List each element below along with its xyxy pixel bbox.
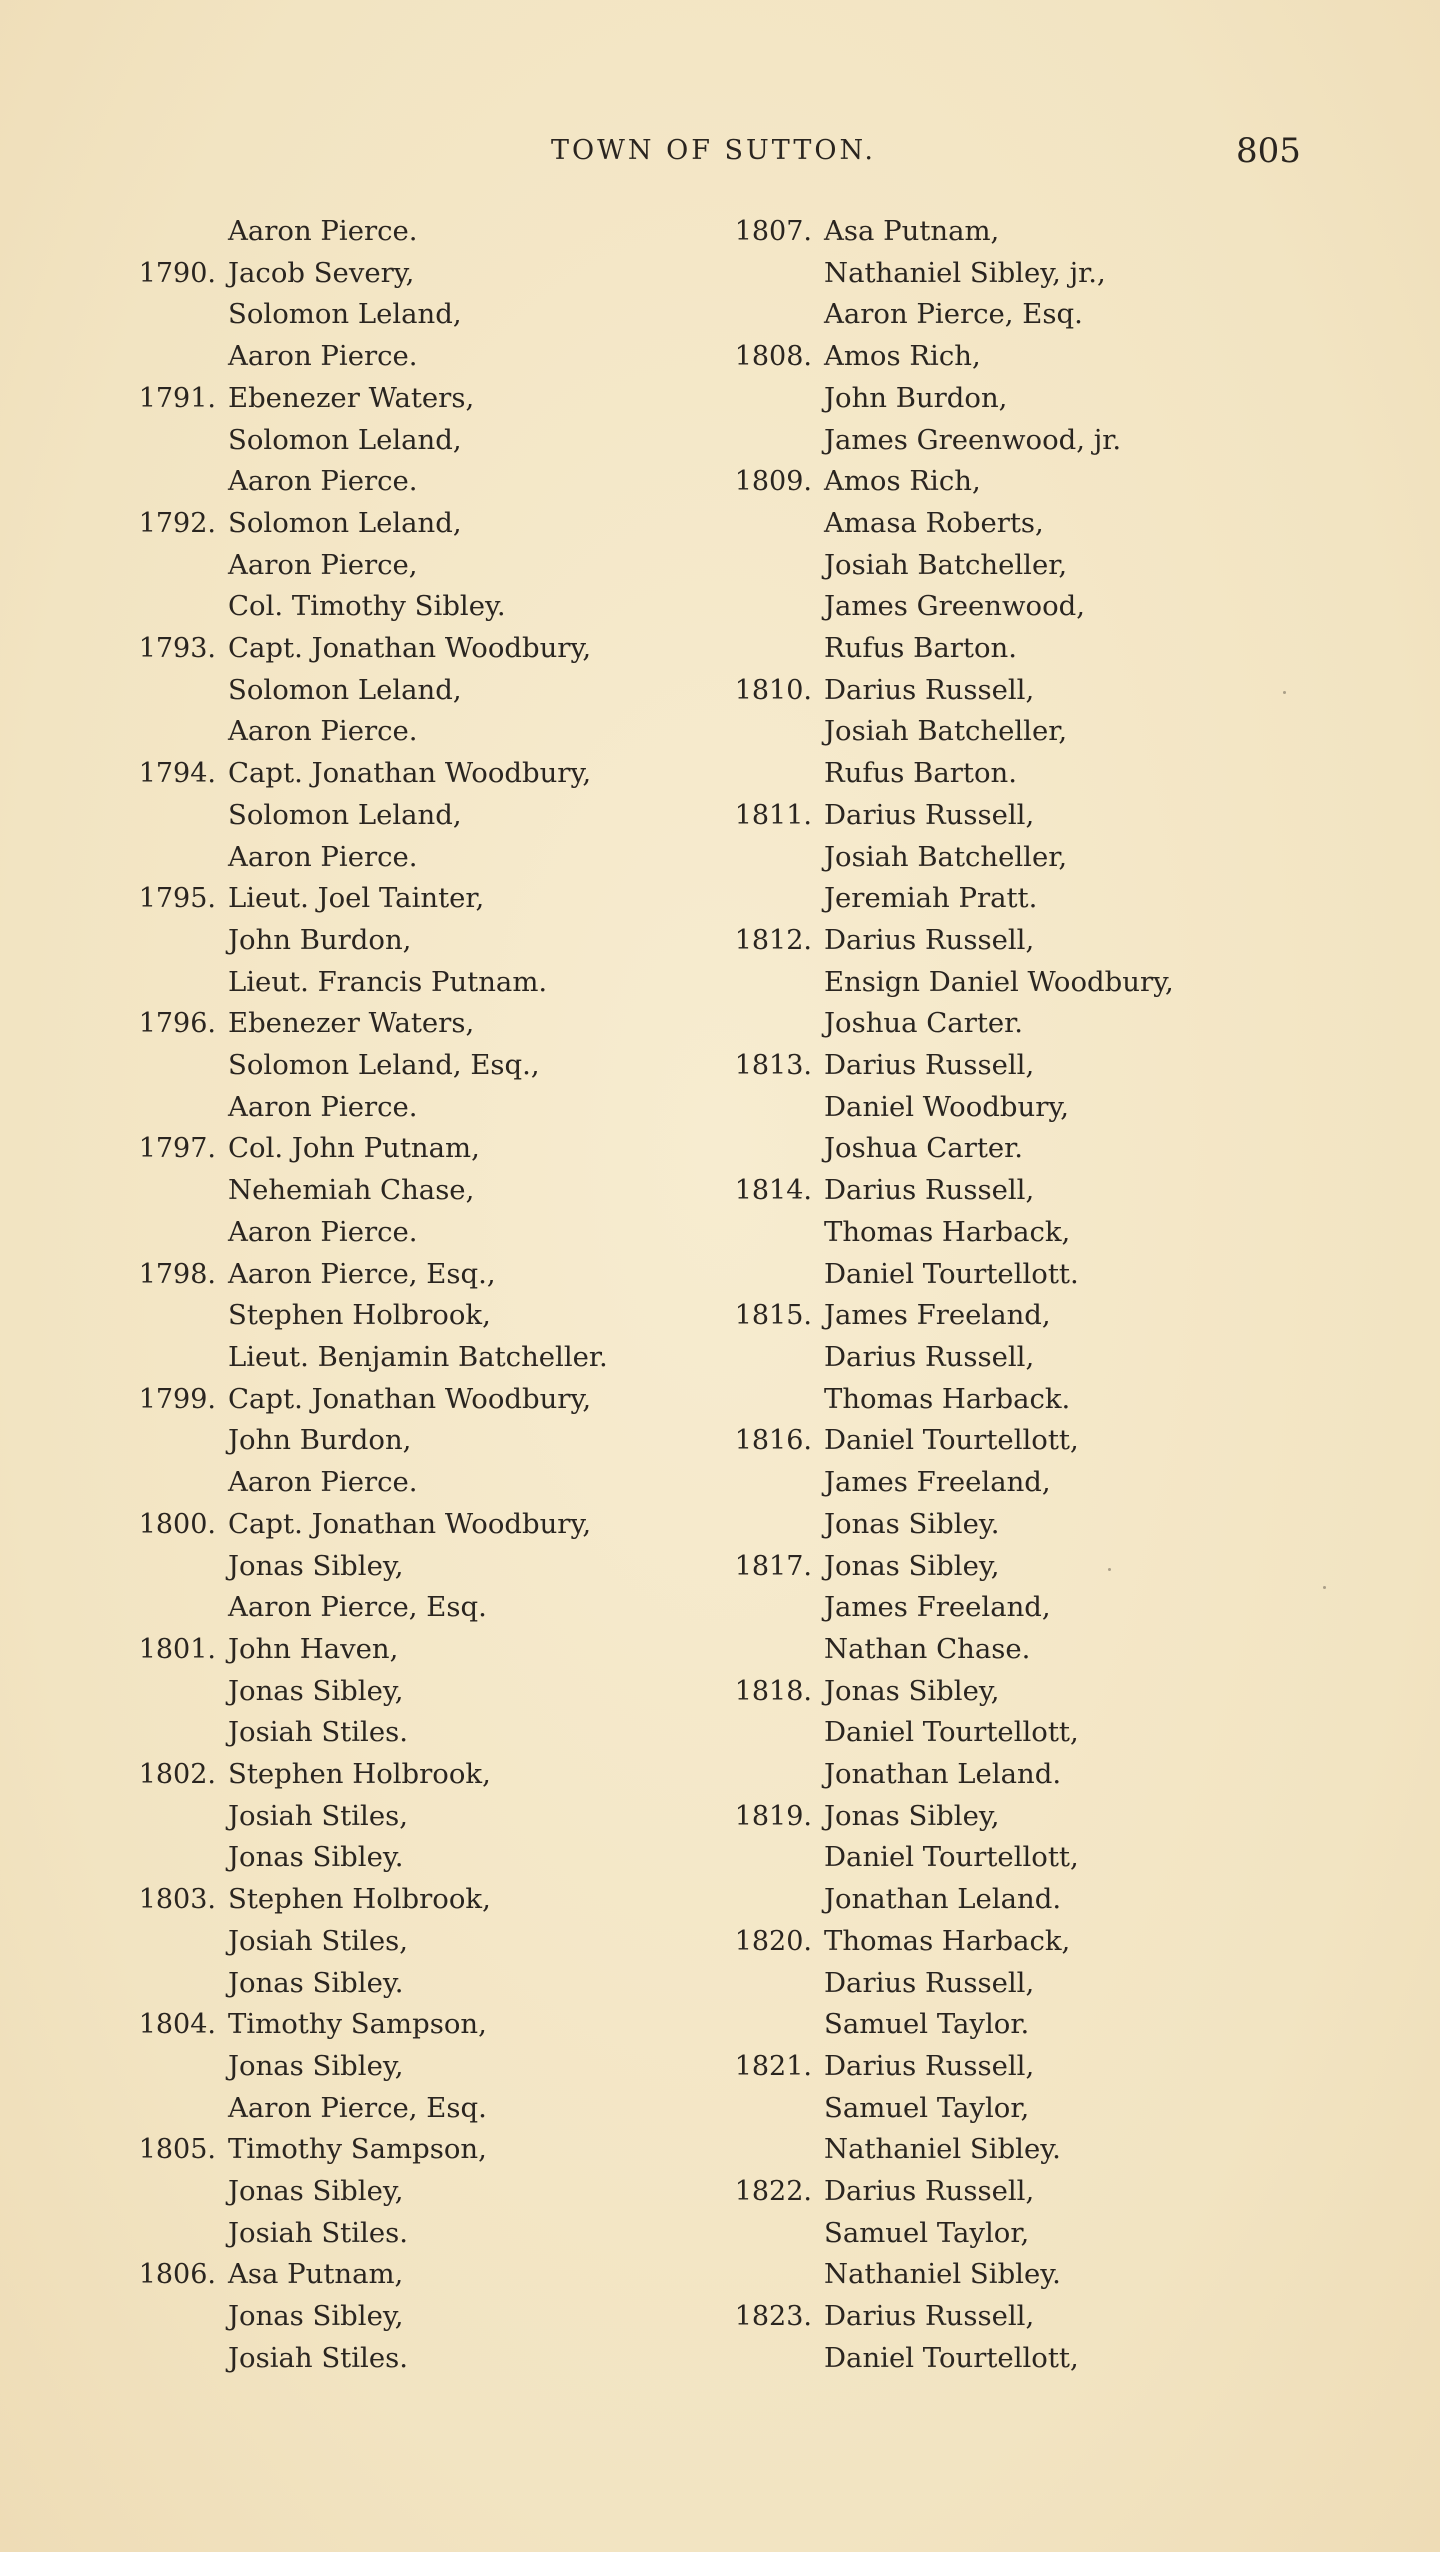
person-name: Darius Russell, <box>824 798 1035 831</box>
council-year-entry <box>700 1170 1300 1295</box>
year-label: 1822. <box>734 2176 812 2208</box>
person-name: Aaron Pierce, Esq. <box>228 1591 487 1624</box>
names-list <box>228 2129 487 2254</box>
person-name: Solomon Leland, <box>228 798 462 831</box>
person-name: Josiah Stiles, <box>228 1924 408 1957</box>
person-name: Josiah Batcheller, <box>824 548 1068 581</box>
council-year-entry <box>104 1379 704 1504</box>
person-name: Col. John Putnam, <box>228 1132 480 1165</box>
names-list <box>824 461 1085 670</box>
person-name: Jonas Sibley, <box>824 1674 1000 1707</box>
person-name: Jacob Severy, <box>228 256 415 289</box>
person-name: Aaron Pierce, Esq., <box>228 1257 496 1290</box>
names-list <box>228 878 547 1003</box>
council-year-entry <box>104 1254 704 1379</box>
council-year-entry <box>700 2046 1300 2171</box>
person-name: Aaron Pierce. <box>228 215 418 247</box>
council-year-entry <box>700 1796 1300 1921</box>
person-name: Samuel Taylor. <box>824 2008 1030 2041</box>
person-name: Darius Russell, <box>824 1966 1035 1999</box>
person-name: Daniel Woodbury, <box>824 1090 1069 1123</box>
council-year-entry <box>700 920 1300 1045</box>
person-name: Thomas Harback, <box>824 1924 1071 1957</box>
person-name: Joshua Carter. <box>824 1007 1024 1040</box>
council-year-entry <box>104 253 704 378</box>
council-year-entry <box>104 1003 704 1128</box>
names-list <box>228 1504 591 1629</box>
names-list <box>824 2046 1061 2171</box>
year-label: 1800. <box>138 1508 216 1540</box>
person-name: Jonas Sibley. <box>824 1507 1000 1540</box>
paper-speck <box>1108 1568 1111 1571</box>
names-list <box>824 1045 1069 1170</box>
person-name: James Greenwood, jr. <box>824 423 1122 456</box>
names-list <box>824 1671 1079 1796</box>
names-list <box>228 503 506 628</box>
person-name: Darius Russell, <box>824 923 1035 956</box>
person-name: Solomon Leland, <box>228 298 462 331</box>
person-name: Solomon Leland, Esq., <box>228 1049 540 1082</box>
person-name: Lieut. Benjamin Batcheller. <box>228 1340 608 1373</box>
names-list <box>824 920 1174 1045</box>
council-year-entry <box>104 2254 704 2379</box>
person-name: Aaron Pierce. <box>228 1215 418 1248</box>
person-name: Solomon Leland, <box>228 423 462 456</box>
council-year-entry <box>104 2004 704 2129</box>
person-name: Josiah Stiles. <box>228 2341 408 2374</box>
person-name: Josiah Batcheller, <box>824 715 1068 748</box>
person-name: Timothy Sampson, <box>228 2008 487 2041</box>
year-label: 1791. <box>138 382 216 414</box>
person-name: Jonathan Leland. <box>824 1883 1062 1916</box>
names-list <box>824 1796 1079 1921</box>
council-year-entry <box>104 1504 704 1629</box>
council-year-entry <box>700 2296 1300 2379</box>
person-name: Jonas Sibley, <box>228 2175 404 2208</box>
names-list <box>824 211 1106 336</box>
names-list <box>824 795 1067 920</box>
year-label: 1807. <box>734 216 812 247</box>
person-name: Ebenezer Waters, <box>228 1007 475 1040</box>
year-label: 1799. <box>138 1383 216 1415</box>
person-name: Jeremiah Pratt. <box>824 882 1038 915</box>
person-name: Darius Russell, <box>824 2175 1035 2208</box>
names-list <box>228 211 418 253</box>
person-name: John Burdon, <box>228 1424 412 1457</box>
year-label: 1793. <box>138 633 216 665</box>
person-name: Daniel Tourtellott, <box>824 1424 1079 1457</box>
names-list <box>824 1295 1070 1420</box>
year-label: 1819. <box>734 1800 812 1832</box>
names-list <box>228 378 474 503</box>
council-year-entry <box>104 378 704 503</box>
council-year-entry <box>700 1045 1300 1170</box>
paper-speck <box>1323 1586 1326 1589</box>
council-year-entry <box>700 1420 1300 1545</box>
page-header <box>0 126 1440 176</box>
person-name: Aaron Pierce, Esq. <box>228 2091 487 2124</box>
names-list <box>824 1170 1079 1295</box>
names-list <box>228 1629 408 1754</box>
person-name: James Greenwood, <box>824 590 1085 623</box>
person-name: Jonas Sibley, <box>228 1674 404 1707</box>
year-label: 1805. <box>138 2134 216 2166</box>
names-list <box>228 1003 540 1128</box>
person-name: John Burdon, <box>228 923 412 956</box>
person-name: Rufus Barton. <box>824 632 1017 665</box>
person-name: John Burdon, <box>824 381 1008 414</box>
names-list <box>228 1754 491 1879</box>
year-label: 1806. <box>138 2259 216 2291</box>
person-name: Aaron Pierce. <box>228 840 418 873</box>
council-year-entry <box>700 1671 1300 1796</box>
names-list <box>228 2254 408 2379</box>
person-name: Jonas Sibley, <box>228 1549 404 1582</box>
year-label: 1804. <box>138 2009 216 2041</box>
running-title: TOWN OF SUTTON. <box>551 135 876 166</box>
council-year-entry <box>104 503 704 628</box>
person-name: Daniel Tourtellott. <box>824 1257 1079 1290</box>
person-name: Jonas Sibley, <box>228 2049 404 2082</box>
person-name: James Freeland, <box>824 1591 1051 1624</box>
person-name: Solomon Leland, <box>228 673 462 706</box>
person-name: Nathaniel Sibley. <box>824 2258 1061 2291</box>
council-year-entry <box>104 878 704 1003</box>
year-label: 1795. <box>138 883 216 915</box>
person-name: Thomas Harback, <box>824 1215 1071 1248</box>
year-label: 1803. <box>138 1884 216 1916</box>
year-label: 1818. <box>734 1675 812 1707</box>
person-name: Capt. Jonathan Woodbury, <box>228 757 592 790</box>
person-name: Ebenezer Waters, <box>228 381 475 414</box>
council-year-entry <box>104 1128 704 1253</box>
person-name: Stephen Holbrook, <box>228 1883 491 1916</box>
names-list <box>228 1254 608 1379</box>
person-name: Darius Russell, <box>824 1174 1035 1207</box>
person-name: Aaron Pierce, Esq. <box>824 298 1083 331</box>
person-name: Darius Russell, <box>824 1049 1035 1082</box>
year-label: 1796. <box>138 1008 216 1040</box>
page-number: 805 <box>1236 131 1301 171</box>
person-name: Aaron Pierce. <box>228 1466 418 1499</box>
year-label: 1813. <box>734 1050 812 1082</box>
year-label: 1821. <box>734 2050 812 2082</box>
person-name: Aaron Pierce, <box>228 548 418 581</box>
year-label: 1790. <box>138 257 216 289</box>
council-year-entry <box>104 628 704 753</box>
year-label: 1810. <box>734 674 812 706</box>
person-name: Capt. Jonathan Woodbury, <box>228 1507 592 1540</box>
year-label: 1798. <box>138 1258 216 1290</box>
paper-speck <box>1283 691 1286 694</box>
person-name: Darius Russell, <box>824 2300 1035 2333</box>
year-label: 1815. <box>734 1300 812 1332</box>
names-list <box>228 1379 591 1504</box>
person-name: James Freeland, <box>824 1299 1051 1332</box>
year-label: 1797. <box>138 1133 216 1165</box>
council-year-entry <box>700 1546 1300 1671</box>
names-list <box>228 253 462 378</box>
person-name: Josiah Stiles. <box>228 2216 408 2249</box>
person-name: Jonas Sibley. <box>228 1966 404 1999</box>
person-name: Aaron Pierce. <box>228 1090 418 1123</box>
person-name: Rufus Barton. <box>824 757 1017 790</box>
person-name: Amos Rich, <box>824 340 981 373</box>
names-list <box>824 336 1121 461</box>
person-name: James Freeland, <box>824 1466 1051 1499</box>
person-name: Jonas Sibley, <box>228 2300 404 2333</box>
names-list <box>824 2296 1079 2379</box>
person-name: Jonas Sibley, <box>824 1549 1000 1582</box>
person-name: Amos Rich, <box>824 465 981 498</box>
person-name: Josiah Stiles, <box>228 1799 408 1832</box>
person-name: Aaron Pierce. <box>228 465 418 498</box>
person-name: Samuel Taylor, <box>824 2091 1030 2124</box>
council-year-entry <box>700 211 1300 336</box>
names-list <box>824 1420 1079 1545</box>
names-list <box>228 1879 491 2004</box>
names-list <box>824 1546 1051 1671</box>
person-name: Aaron Pierce. <box>228 715 418 748</box>
names-list <box>228 753 591 878</box>
person-name: Darius Russell, <box>824 2049 1035 2082</box>
names-list <box>824 2171 1061 2296</box>
council-year-entry <box>104 753 704 878</box>
person-name: Samuel Taylor, <box>824 2216 1030 2249</box>
names-list <box>824 670 1067 795</box>
year-label: 1817. <box>734 1550 812 1582</box>
year-label: 1823. <box>734 2301 812 2333</box>
person-name: Capt. Jonathan Woodbury, <box>228 1382 592 1415</box>
person-name: Col. Timothy Sibley. <box>228 590 506 623</box>
person-name: Amasa Roberts, <box>824 506 1044 539</box>
person-name: Daniel Tourtellott, <box>824 2341 1079 2374</box>
person-name: Asa Putnam, <box>228 2258 404 2291</box>
person-name: Nathan Chase. <box>824 1632 1031 1665</box>
person-name: Ensign Daniel Woodbury, <box>824 965 1174 998</box>
person-name: Nathaniel Sibley. <box>824 2133 1061 2166</box>
person-name: Capt. Jonathan Woodbury, <box>228 632 592 665</box>
person-name: Stephen Holbrook, <box>228 1299 491 1332</box>
year-label: 1820. <box>734 1925 812 1957</box>
names-list <box>228 2004 487 2129</box>
person-name: Timothy Sampson, <box>228 2133 487 2166</box>
council-year-entry <box>700 670 1300 795</box>
year-label: 1794. <box>138 758 216 790</box>
year-label: 1816. <box>734 1425 812 1457</box>
council-year-entry <box>700 336 1300 461</box>
council-year-entry <box>700 1295 1300 1420</box>
council-year-entry <box>104 2129 704 2254</box>
year-label: 1802. <box>138 1759 216 1791</box>
person-name: Josiah Stiles. <box>228 1716 408 1749</box>
person-name: Nathaniel Sibley, jr., <box>824 256 1106 289</box>
person-name: Lieut. Francis Putnam. <box>228 965 548 998</box>
person-name: Daniel Tourtellott, <box>824 1841 1079 1874</box>
person-name: Stephen Holbrook, <box>228 1758 491 1791</box>
year-label: 1792. <box>138 507 216 539</box>
person-name: Nehemiah Chase, <box>228 1174 475 1207</box>
person-name: Daniel Tourtellott, <box>824 1716 1079 1749</box>
person-name: Jonas Sibley, <box>824 1799 1000 1832</box>
person-name: Lieut. Joel Tainter, <box>228 882 485 915</box>
year-label: 1801. <box>138 1633 216 1665</box>
person-name: John Haven, <box>228 1632 399 1665</box>
council-year-entry <box>700 2171 1300 2296</box>
council-year-entry <box>104 1879 704 2004</box>
year-label: 1811. <box>734 799 812 831</box>
person-name: Jonathan Leland. <box>824 1758 1062 1791</box>
council-year-entry <box>700 461 1300 670</box>
year-label: 1814. <box>734 1175 812 1207</box>
council-year-entry <box>700 1921 1300 2046</box>
names-list <box>228 628 591 753</box>
council-year-entry <box>104 1754 704 1879</box>
council-year-entry <box>104 1629 704 1754</box>
names-list <box>824 1921 1070 2046</box>
year-label: 1809. <box>734 466 812 498</box>
names-list <box>228 1128 480 1253</box>
person-name: Joshua Carter. <box>824 1132 1024 1165</box>
person-name: Thomas Harback. <box>824 1382 1071 1415</box>
person-name: Josiah Batcheller, <box>824 840 1068 873</box>
right-column <box>700 211 1300 2380</box>
person-name: Solomon Leland, <box>228 506 462 539</box>
person-name: Asa Putnam, <box>824 215 1000 247</box>
year-label: 1808. <box>734 341 812 373</box>
person-name: Jonas Sibley. <box>228 1841 404 1874</box>
person-name: Aaron Pierce. <box>228 340 418 373</box>
council-year-entry <box>104 211 704 253</box>
council-year-entry <box>700 795 1300 920</box>
person-name: Darius Russell, <box>824 1340 1035 1373</box>
person-name: Darius Russell, <box>824 673 1035 706</box>
year-label: 1812. <box>734 924 812 956</box>
left-column <box>104 211 704 2380</box>
